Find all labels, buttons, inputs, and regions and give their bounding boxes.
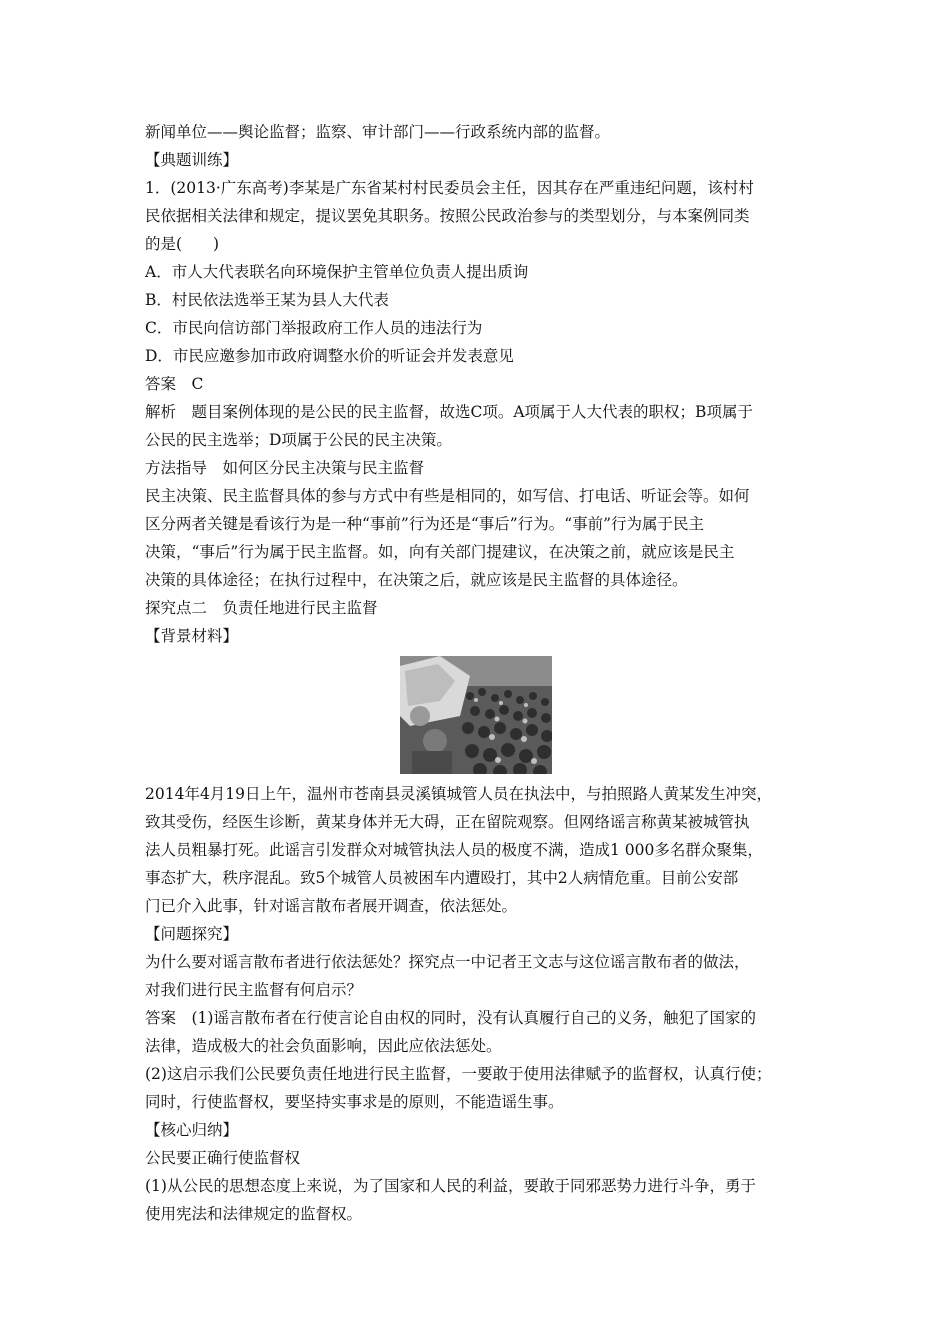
method-guide-text: 民主决策、民主监督具体的参与方式中有些是相同的，如写信、打电话、听证会等。如何 [145,487,750,505]
answer: 法律，造成极大的社会负面影响，因此应依法惩处。 [145,1037,502,1055]
answer: 答案 C [145,375,204,393]
crowd-photo [400,656,552,774]
background-text: 门已介入此事，针对谣言散布者展开调查，依法惩处。 [145,897,518,915]
answer: 同时，行使监督权，要坚持实事求是的原则，不能造谣生事。 [145,1093,564,1111]
summary-text: 使用宪法和法律规定的监督权。 [145,1205,363,1223]
section-heading-typical-exercises: 【典题训练】 [145,151,239,169]
figure [145,650,810,780]
section-heading-problem-inquiry: 【问题探究】 [145,925,239,943]
question-text: 对我们进行民主监督有何启示？ [145,981,363,999]
document-body [145,118,810,1228]
method-guide-text: 决策的具体途径；在执行过程中，在决策之后，就应该是民主监督的具体途径。 [145,571,688,589]
inquiry-point-two: 探究点二 负责任地进行民主监督 [145,599,378,617]
explanation: 解析 题目案例体现的是公民的民主监督，故选C项。A项属于人大代表的职权；B项属于 [145,403,753,421]
question-text: 民依据相关法律和规定，提议罢免其职务。按照公民政治参与的类型划分，与本案例同类 [145,207,750,225]
question-text: 为什么要对谣言散布者进行依法惩处？探究点一中记者王文志与这位谣言散布者的做法， [145,953,750,971]
answer: (2)这启示我们公民要负责任地进行民主监督，一要敢于使用法律赋予的监督权，认真行使； [145,1065,772,1083]
background-text: 事态扩大，秩序混乱。致5个城管人员被困车内遭殴打，其中2人病情危重。目前公安部 [145,869,739,887]
question-text: 的是( ) [145,235,220,253]
option-c: C．市民向信访部门举报政府工作人员的违法行为 [145,319,483,337]
section-heading-core-summary: 【核心归纳】 [145,1121,239,1139]
background-text: 2014年4月19日上午，温州市苍南县灵溪镇城管人员在执法中，与拍照路人黄某发生冲突， [145,785,773,803]
method-guide-text: 决策，“事后”行为属于民主监督。如，向有关部门提建议，在决策之前，就应该是民主 [145,543,735,561]
option-b: B．村民依法选举王某为县人大代表 [145,291,389,309]
background-text: 致其受伤，经医生诊断，黄某身体并无大碍，正在留院观察。但网络谣言称黄某被城管执 [145,813,750,831]
background-text: 法人员粗暴打死。此谣言引发群众对城管执法人员的极度不满，造成1 000多名群众聚集， [145,841,763,859]
explanation: 公民的民主选举；D项属于公民的民主决策。 [145,431,452,449]
answer: 答案 (1)谣言散布者在行使言论自由权的同时，没有认真履行自己的义务，触犯了国家的 [145,1009,756,1027]
method-guide-title: 方法指导 如何区分民主决策与民主监督 [145,459,425,477]
text-line: 新闻单位——舆论监督；监察、审计部门——行政系统内部的监督。 [145,123,611,141]
summary-title: 公民要正确行使监督权 [145,1149,301,1167]
option-d: D．市民应邀参加市政府调整水价的听证会并发表意见 [145,347,514,365]
method-guide-text: 区分两者关键是看该行为是一种“事前”行为还是“事后”行为。“事前”行为属于民主 [145,515,705,533]
section-heading-background: 【背景材料】 [145,627,239,645]
option-a: A．市人大代表联名向环境保护主管单位负责人提出质询 [145,263,529,281]
summary-text: (1)从公民的思想态度上来说，为了国家和人民的利益，要敢于同邪恶势力进行斗争，勇于 [145,1177,756,1195]
question-text: 1．(2013·广东高考)李某是广东省某村村民委员会主任，因其存在严重违纪问题，该村村 [145,179,754,197]
